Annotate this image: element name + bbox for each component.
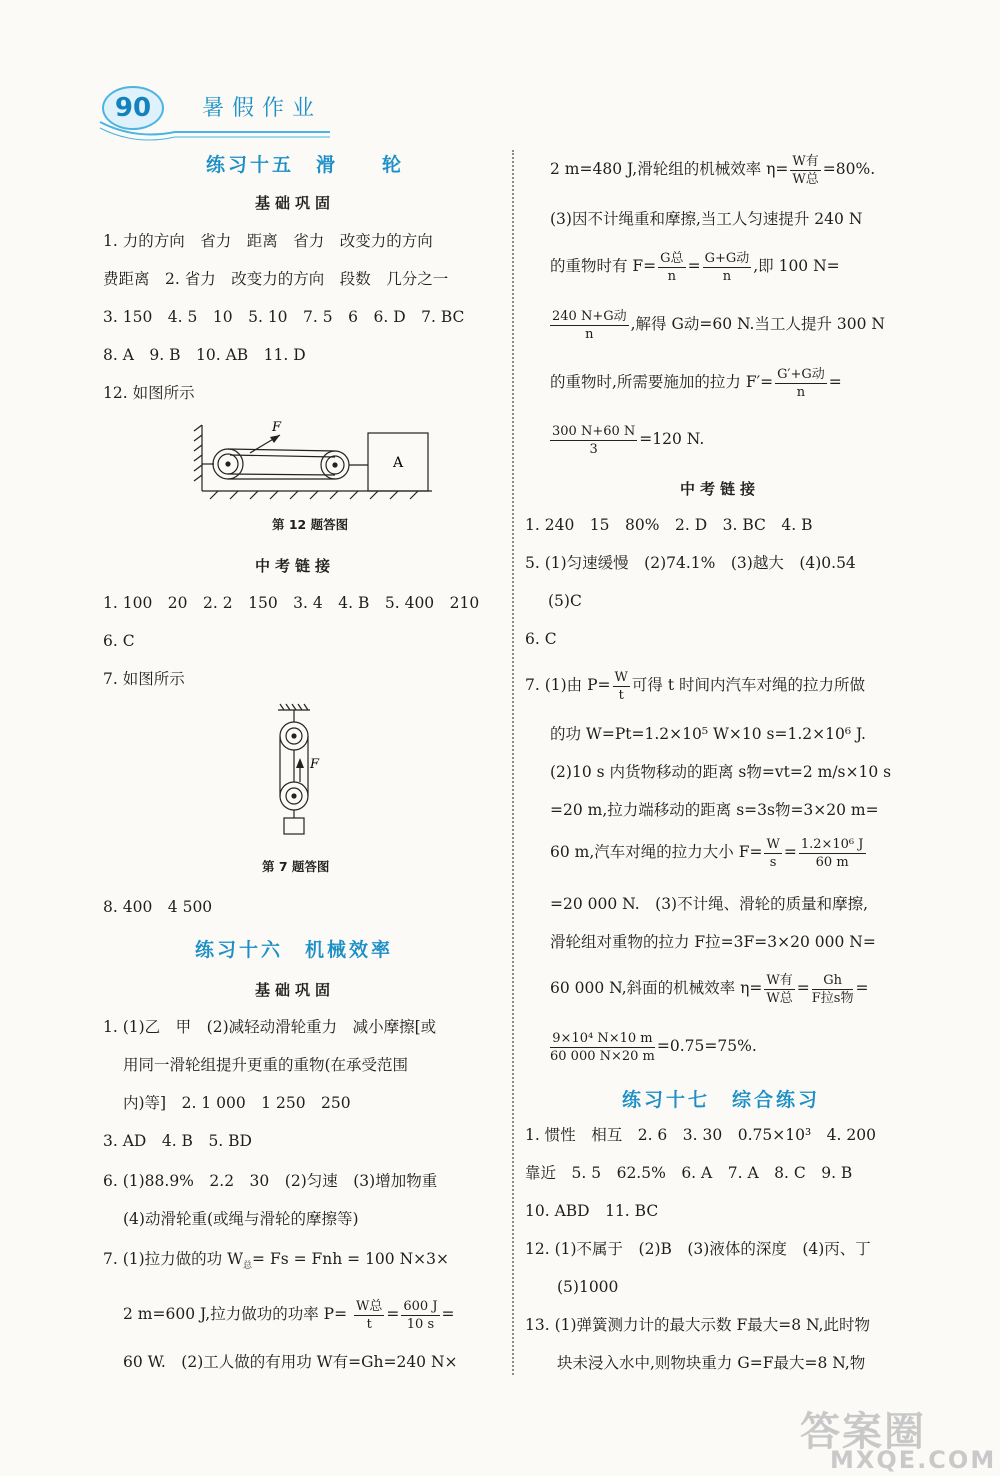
subscript: 总 xyxy=(243,1261,253,1272)
fraction: $\frac{W}{s}$ xyxy=(766,836,780,870)
answer-line: (5)C xyxy=(548,592,582,610)
answer-line: 块未浸入水中,则物块重力 G=F最大=8 N,物 xyxy=(557,1354,866,1372)
answer-line: (3)因不计绳重和摩擦,当工人匀速提升 240 N xyxy=(550,210,863,228)
answer-line: 的重物时,所需要施加的拉力 F′= $\frac{\text{G′+G动}}{n}$ = xyxy=(550,366,842,400)
column-divider xyxy=(512,150,514,1375)
force-arrow-icon xyxy=(270,435,280,443)
subheading-exam: 中考链接 xyxy=(680,480,761,498)
subheading-basic: 基础巩固 xyxy=(255,194,336,212)
pulley-figure-7 xyxy=(260,700,340,840)
fraction: $\frac{\text{9×10⁴ N×10 m}}{60 000 N\times 20 m}$ xyxy=(550,1030,655,1064)
answer-line: 60 000 N,斜面的机械效率 η= $\frac{\text{W有}}{\text{W总}}$ = $\frac{Gh}{\text{F拉s物}}$ = xyxy=(550,972,869,1006)
answer-line: 1. 240 15 80% 2. D 3. BC 4. B xyxy=(525,516,813,534)
answer-text: 2 m=600 J,拉力做功的功率 P= xyxy=(123,1305,348,1323)
answer-line: 内)等] 2. 1 000 1 250 250 xyxy=(123,1094,351,1112)
answer-line: 的重物时有 F= $\frac{\text{G总}}{n}$ = $\frac{\text{G+G动}}{n}$ ,即 100 N= xyxy=(550,250,840,284)
figure-caption-7: 第 7 题答图 xyxy=(262,859,330,874)
section-title-17: 练习十七 综合练习 xyxy=(622,1089,821,1111)
answer-line: 滑轮组对重物的拉力 F拉=3F=3×20 000 N= xyxy=(550,933,876,951)
fraction: $\frac{\text{W总}}{t}$ xyxy=(356,1298,383,1332)
answer-line: 6. C xyxy=(525,630,557,648)
answer-line: 60 W. (2)工人做的有用功 W有=Gh=240 N× xyxy=(123,1353,458,1371)
fraction: $\frac{\text{G总}}{n}$ xyxy=(660,250,684,284)
answer-line: 2 m=480 J,滑轮组的机械效率 η= $\frac{\text{W有}}{\text{W总}}$ =80%. xyxy=(550,153,876,187)
answer-line: 6. C xyxy=(103,632,135,650)
pulley-figure-12 xyxy=(190,415,440,500)
fraction: $\frac{\text{G+G动}}{n}$ xyxy=(704,250,750,284)
figure-label-f: F xyxy=(272,420,282,435)
fraction: $\frac{W}{t}$ xyxy=(614,669,628,703)
fraction: $\frac{Gh}{\text{F拉s物}}$ xyxy=(811,972,854,1006)
answer-line: 7. (1)由 P= $\frac{W}{t}$ 可得 t 时间内汽车对绳的拉力所做 xyxy=(525,669,865,703)
page-number: 90 xyxy=(102,86,164,130)
figure-label-f: F xyxy=(310,757,320,772)
answer-line: 3. AD 4. B 5. BD xyxy=(103,1132,252,1150)
watermark-logo: 答案圈 xyxy=(800,1409,926,1455)
answer-text: = Fs = Fnh = 100 N×3× xyxy=(252,1250,449,1268)
header-decoration xyxy=(95,118,335,142)
fraction: $\frac{300 N+60 N}{3}$ xyxy=(552,423,636,457)
fraction: $\frac{\text{240 N+G动}}{n}$ xyxy=(552,308,627,342)
answer-line: 1. 惯性 相互 2. 6 3. 30 0.75×10³ 4. 200 xyxy=(525,1126,876,1144)
answer-line: 60 m,汽车对绳的拉力大小 F= $\frac{W}{s}$ = $\frac{\text{1.2×10⁶ J}}{60 m}$ xyxy=(550,836,864,870)
answer-line: 12. 如图所示 xyxy=(103,384,195,402)
watermark-url: MXQE.COM xyxy=(830,1446,997,1474)
answer-line: 的功 W=Pt=1.2×10⁵ W×10 s=1.2×10⁶ J. xyxy=(550,725,866,743)
answer-line: 8. 400 4 500 xyxy=(103,898,213,916)
answer-line: 6. (1)88.9% 2.2 30 (2)匀速 (3)增加物重 xyxy=(103,1172,438,1190)
answer-line: =20 m,拉力端移动的距离 s=3s物=3×20 m= xyxy=(550,801,879,819)
figure-caption-12: 第 12 题答图 xyxy=(272,517,349,532)
answer-line: 1. 100 20 2. 2 150 3. 4 4. B 5. 400 210 xyxy=(103,594,480,612)
subheading-exam: 中考链接 xyxy=(255,557,336,575)
answer-line: 靠近 5. 5 62.5% 6. A 7. A 8. C 9. B xyxy=(525,1164,853,1182)
figure-label-a: A xyxy=(393,455,404,471)
answer-line: 1. (1)乙 甲 (2)减轻动滑轮重力 减小摩擦[或 xyxy=(103,1018,437,1036)
answer-line: $\frac{\text{240 N+G动}}{n}$ ,解得 G动=60 N.当工人提升 300 N xyxy=(552,308,885,342)
answer-text: 7. (1)拉力做的功 W xyxy=(103,1250,244,1268)
fraction: $\frac{\text{G′+G动}}{n}$ xyxy=(777,366,825,400)
fraction: $\frac{\text{W有}}{\text{W总}}$ xyxy=(766,972,793,1006)
answer-line: 费距离 2. 省力 改变力的方向 段数 几分之一 xyxy=(103,270,449,288)
answer-line: 3. 150 4. 5 10 5. 10 7. 5 6 6. D 7. BC xyxy=(103,308,465,326)
answer-line: (4)动滑轮重(或绳与滑轮的摩擦等) xyxy=(123,1210,359,1228)
answer-line: 10. ABD 11. BC xyxy=(525,1202,659,1220)
answer-line: 12. (1)不属于 (2)B (3)液体的深度 (4)丙、丁 xyxy=(525,1240,871,1258)
answer-line: (2)10 s 内货物移动的距离 s物=vt=2 m/s×10 s xyxy=(550,763,892,781)
answer-line: =20 000 N. (3)不计绳、滑轮的质量和摩擦, xyxy=(550,895,869,913)
answer-line: 13. (1)弹簧测力计的最大示数 F最大=8 N,此时物 xyxy=(525,1316,870,1334)
answer-line xyxy=(103,1249,449,1276)
answer-line: 用同一滑轮组提升更重的重物(在承受范围 xyxy=(123,1056,409,1074)
answer-line: 7. 如图所示 xyxy=(103,670,185,688)
fraction: $\frac{\text{W有}}{\text{W总}}$ xyxy=(792,153,819,187)
section-title-15: 练习十五 滑 轮 xyxy=(206,154,405,176)
answer-line: 5. (1)匀速缓慢 (2)74.1% (3)越大 (4)0.54 xyxy=(525,554,856,572)
fraction: $\frac{600 J}{10 s}$ xyxy=(403,1298,438,1332)
answer-line: $\frac{\text{9×10⁴ N×10 m}}{60 000 N\times 20 m}$ =0.75=75%. xyxy=(550,1030,757,1064)
answer-line: 2 m=600 J,拉力做功的功率 P= $\frac{\text{W总}}{t}$ = $\frac{600 J}{10 s}$ = xyxy=(123,1298,455,1332)
answer-line: 8. A 9. B 10. AB 11. D xyxy=(103,346,306,364)
fraction: $\frac{\text{1.2×10⁶ J}}{60 m}$ xyxy=(800,836,864,870)
subheading-basic: 基础巩固 xyxy=(255,981,336,999)
answer-line: $\frac{300 N+60 N}{3}$ =120 N. xyxy=(552,423,705,457)
section-title-16: 练习十六 机械效率 xyxy=(195,939,394,961)
answer-line: (5)1000 xyxy=(557,1278,619,1296)
page-header-title: 暑假作业 xyxy=(202,96,323,121)
force-arrow-icon xyxy=(296,758,304,768)
answer-line: 1. 力的方向 省力 距离 省力 改变力的方向 xyxy=(103,232,433,250)
